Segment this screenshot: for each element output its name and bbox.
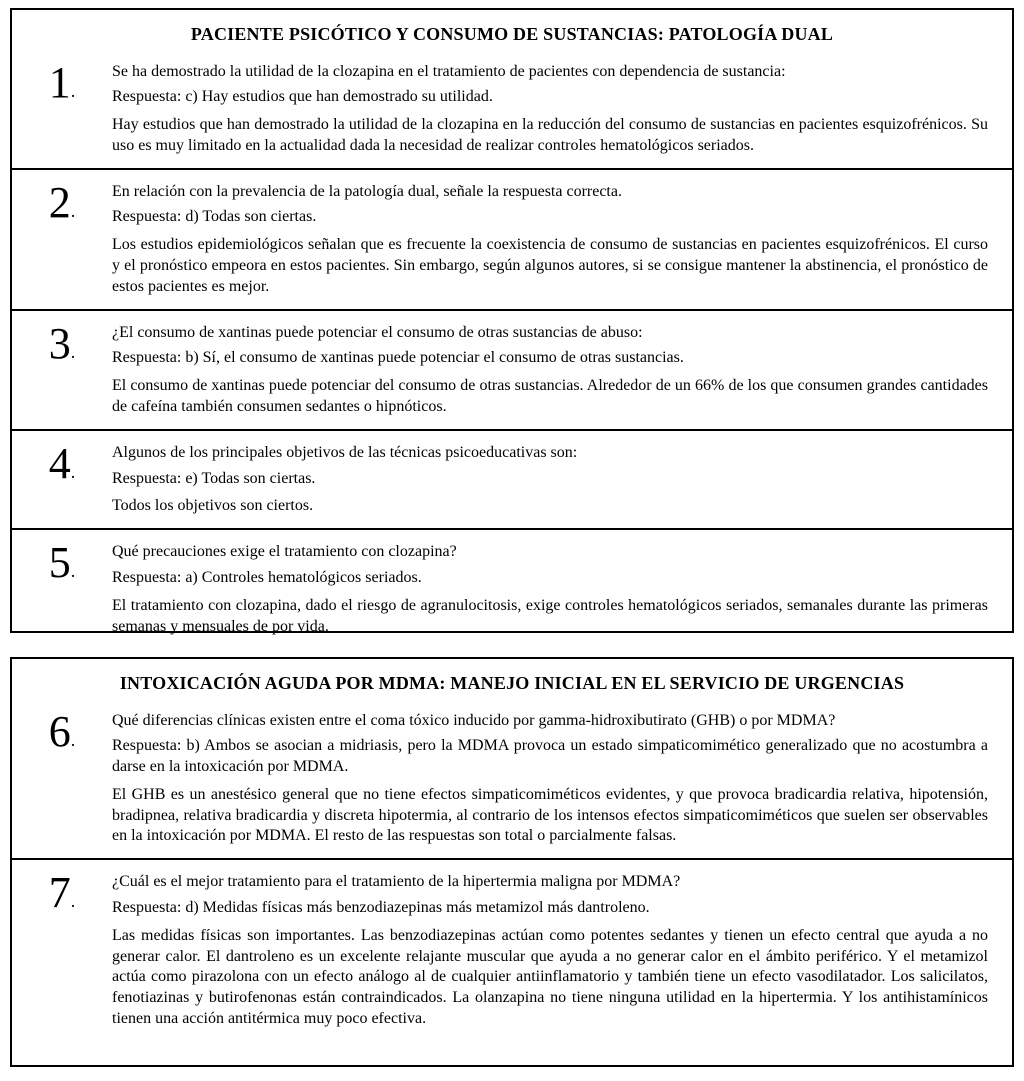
- question-number-period: .: [70, 341, 76, 362]
- explanation-text: El GHB es un anestésico general que no tiene efectos simpaticomiméticos evidentes, y que provoca bradicardia relativa, hipotensión, bradipnea, relativa bradicardia y discreta hipotermia, al contrario de los intensos efectos simpaticomiméticos que suelen ser observables en la intoxicación por MDMA. El resto de las respuestas son total o parcialmente falsas.: [112, 785, 988, 845]
- question-number-column: [12, 707, 112, 754]
- section-title: INTOXICACIÓN AGUDA POR MDMA: MANEJO INICIAL EN EL SERVICIO DE URGENCIAS: [119, 673, 905, 693]
- answer-text: Respuesta: b) Sí, el consumo de xantinas puede potenciar el consumo de otras sustancias.: [112, 349, 684, 367]
- question-number-column: [12, 178, 112, 225]
- answer-text: Respuesta: b) Ambos se asocian a midriasis, pero la MDMA provoca un estado simpaticomimético generalizado que no acostumbra a darse en la intoxicación por MDMA.: [112, 737, 988, 776]
- question-text: ¿Cuál es el mejor tratamiento para el tratamiento de la hipertermia maligna por MDMA?: [112, 873, 681, 891]
- answer-text: Respuesta: c) Hay estudios que han demostrado su utilidad.: [112, 88, 493, 106]
- question-number-column: [12, 319, 112, 366]
- question-number-column: [12, 868, 112, 918]
- question-number-period: .: [70, 729, 76, 750]
- question-number: 5: [48, 538, 71, 588]
- question-number: 6: [48, 706, 71, 756]
- question-number: 3: [48, 318, 71, 368]
- question-block: [12, 168, 1012, 309]
- question-number-period: .: [70, 891, 76, 912]
- question-list: [12, 699, 1012, 1041]
- question-content: [112, 319, 988, 418]
- question-content: [112, 439, 988, 517]
- question-block: [12, 699, 1012, 859]
- section-title: PACIENTE PSICÓTICO Y CONSUMO DE SUSTANCIAS: PATOLOGÍA DUAL: [190, 24, 834, 44]
- question-number-period: .: [70, 461, 76, 482]
- answer-text: Respuesta: a) Controles hematológicos seriados.: [112, 569, 422, 587]
- question-block: [12, 528, 1012, 648]
- answer-text: Respuesta: d) Todas son ciertas.: [112, 208, 317, 226]
- explanation-text: El tratamiento con clozapina, dado el riesgo de agranulocitosis, exige controles hematológicos seriados, semanales durante las primeras semanas y mensuales de por vida.: [112, 596, 988, 635]
- question-text: Se ha demostrado la utilidad de la clozapina en el tratamiento de pacientes con dependencia de sustancia:: [112, 62, 786, 80]
- question-text: En relación con la prevalencia de la patología dual, señale la respuesta correcta.: [112, 182, 622, 200]
- question-content: [112, 58, 988, 157]
- explanation-text: Las medidas físicas son importantes. Las benzodiazepinas actúan como potentes sedantes y tienen un efecto central que ayuda a no generar calor. El dantroleno es un excelente relajante muscular que ayuda a no generar calor en el ámbito periférico. Y el metamizol actúa como pirazolona con un efecto análogo al de cualquier antiinflamatorio y también tiene un efecto vasodilatador. Los salicilatos, fenotiazinas y butirofenonas están contraindicados. La olanzapina no tiene ninguna utilidad en la hipertermia. Y los antihistamínicos tienen una acción antitérmica muy poco efectiva.: [112, 926, 988, 1028]
- question-content: [112, 707, 988, 848]
- answer-text: Respuesta: e) Todas son ciertas.: [112, 469, 316, 487]
- sections-root: [0, 8, 1024, 1067]
- question-number-column: [12, 58, 112, 105]
- question-content: [112, 868, 988, 1030]
- section-box: [10, 8, 1014, 633]
- question-list: [12, 50, 1012, 649]
- question-content: [112, 538, 988, 637]
- question-text: Qué precauciones exige el tratamiento con clozapina?: [112, 543, 457, 561]
- question-block: [12, 858, 1012, 1041]
- question-number: 1: [48, 57, 71, 107]
- answer-text: Respuesta: d) Medidas físicas más benzodiazepinas más metamizol más dantroleno.: [112, 899, 650, 917]
- question-number-period: .: [70, 80, 76, 101]
- explanation-text: El consumo de xantinas puede potenciar del consumo de otras sustancias. Alrededor de un 66% de los que consumen grandes cantidades de cafeína también consumen sedantes o hipnóticos.: [112, 377, 988, 416]
- explanation-text: Hay estudios que han demostrado la utilidad de la clozapina en la reducción del consumo de sustancias en pacientes esquizofrénicos. Su uso es muy limitado en la actualidad dada la necesidad de realizar controles hematológicos seriados.: [112, 116, 988, 154]
- question-text: ¿El consumo de xantinas puede potenciar el consumo de otras sustancias de abuso:: [112, 323, 643, 341]
- question-number-period: .: [70, 561, 76, 582]
- question-text: Qué diferencias clínicas existen entre el coma tóxico inducido por gamma-hidroxibutirato (GHB) o por MDMA?: [112, 711, 836, 729]
- question-content: [112, 178, 988, 298]
- question-block: [12, 309, 1012, 429]
- question-block: [12, 50, 1012, 168]
- question-number: 7: [48, 868, 71, 918]
- explanation-text: Todos los objetivos son ciertos.: [112, 497, 314, 515]
- question-number: 2: [48, 177, 71, 227]
- question-text: Algunos de los principales objetivos de las técnicas psicoeducativas son:: [112, 443, 578, 461]
- question-block: [12, 429, 1012, 528]
- question-number-column: [12, 538, 112, 588]
- question-number-period: .: [70, 200, 76, 221]
- question-number-column: [12, 439, 112, 486]
- section-box: [10, 657, 1014, 1067]
- explanation-text: Los estudios epidemiológicos señalan que es frecuente la coexistencia de consumo de sustancias en pacientes esquizofrénicos. El curso y el pronóstico empeora en estos pacientes. Sin embargo, según algunos autores, si se consigue mantener la abstinencia, el pronóstico de estos pacientes es mejor.: [112, 236, 988, 295]
- question-number: 4: [48, 438, 71, 488]
